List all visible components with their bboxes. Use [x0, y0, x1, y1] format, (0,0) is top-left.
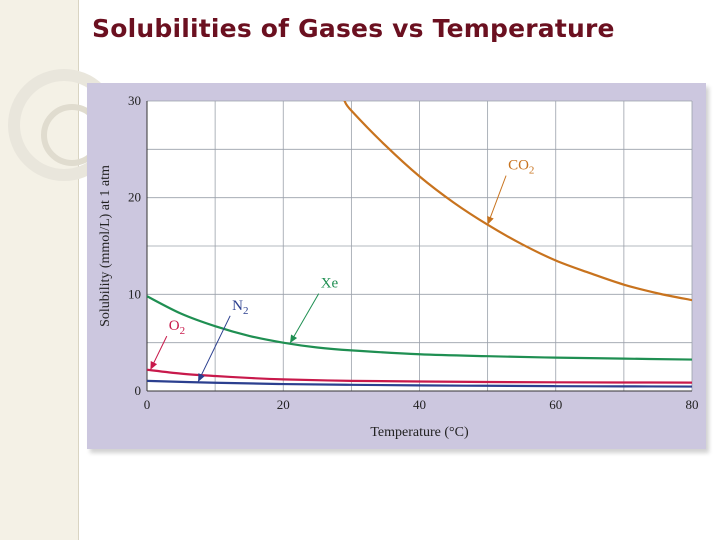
y-tick-label: 20	[128, 189, 141, 205]
x-tick-label: 20	[276, 397, 290, 412]
series-label-n2: $N_2$	[232, 297, 249, 317]
y-tick-label: 0	[134, 383, 141, 398]
series-label-co2: $CO_2$	[508, 157, 535, 177]
x-tick-label: 80	[685, 397, 699, 412]
solubility-chart	[87, 83, 706, 449]
series-label-o2: $O_2$	[168, 318, 186, 338]
x-tick-label: 40	[413, 397, 426, 412]
y-tick-label: 10	[128, 286, 141, 302]
slide-title: Solubilities of Gases vs Temperature	[92, 14, 615, 43]
chart-panel	[87, 83, 706, 449]
y-axis-label: Solubility (mmol/L) at 1 atm	[98, 165, 113, 327]
x-tick-label: 60	[549, 397, 563, 412]
series-label-xe: Xe	[320, 275, 339, 292]
y-tick-label: 30	[128, 93, 141, 108]
x-axis-label: Temperature (°C)	[370, 425, 469, 440]
x-tick-label: 0	[143, 397, 151, 412]
